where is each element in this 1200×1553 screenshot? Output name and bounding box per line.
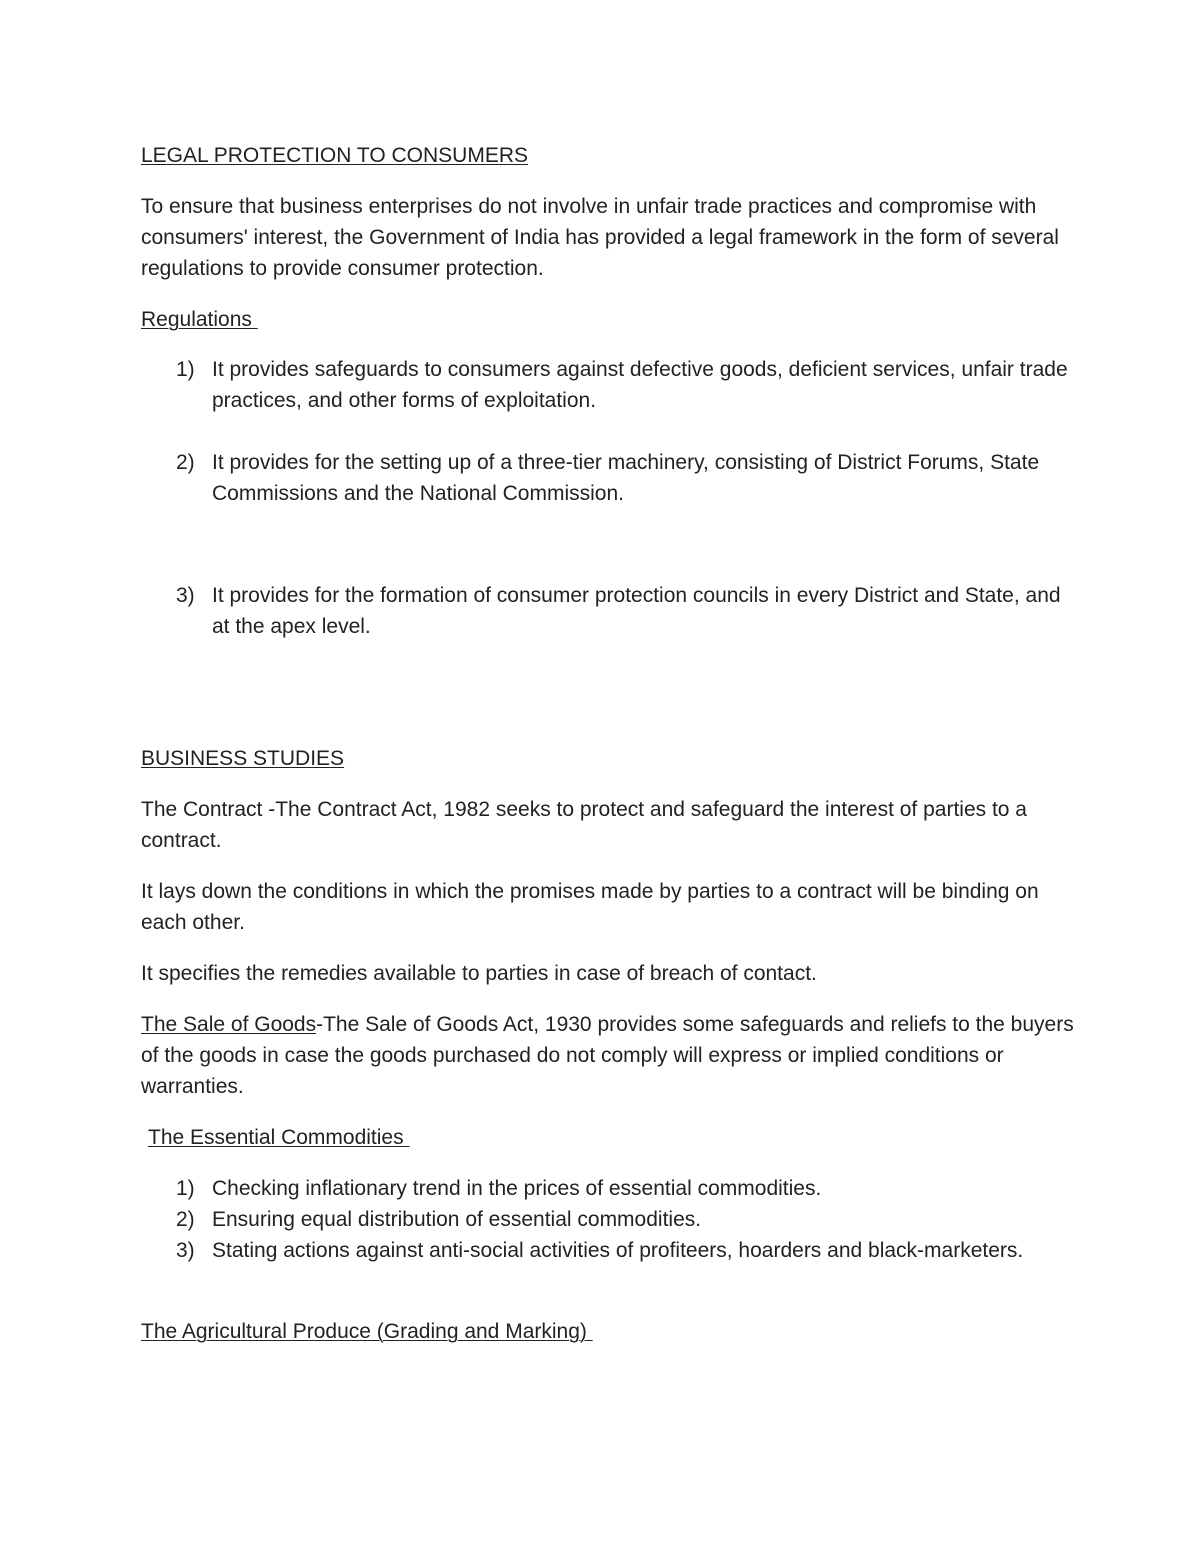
remedies-paragraph: It specifies the remedies available to parties in case of breach of contact. xyxy=(141,962,817,985)
heading-essential-commodities: The Essential Commodities xyxy=(148,1126,410,1149)
regulation-item-3 xyxy=(176,580,1076,642)
list-text: Ensuring equal distribution of essential commodities. xyxy=(212,1208,702,1231)
sale-of-goods-paragraph xyxy=(141,1009,1081,1102)
heading-regulations: Regulations xyxy=(141,308,258,331)
list-text: It provides safeguards to consumers against defective goods, deficient services, unfair trade practices, and other forms of exploitation. xyxy=(212,358,1068,412)
list-text: Stating actions against anti-social activities of profiteers, hoarders and black-marketers. xyxy=(212,1239,1024,1262)
conditions-paragraph: It lays down the conditions in which the promises made by parties to a contract will be binding on each other. xyxy=(141,880,1039,934)
contract-paragraph: The Contract -The Contract Act, 1982 seeks to protect and safeguard the interest of parties to a contract. xyxy=(141,798,1027,852)
heading-agricultural-produce: The Agricultural Produce (Grading and Marking) xyxy=(141,1320,593,1343)
list-text: Checking inflationary trend in the prices of essential commodities. xyxy=(212,1177,822,1200)
list-number: 3) xyxy=(176,584,195,607)
essential-item-2 xyxy=(176,1204,1076,1235)
list-text: It provides for the setting up of a three-tier machinery, consisting of District Forums, State Commissions and the National Commission. xyxy=(212,451,1040,505)
heading-legal-protection: LEGAL PROTECTION TO CONSUMERS xyxy=(141,144,529,167)
sale-of-goods-title: The Sale of Goods xyxy=(141,1013,317,1036)
essential-item-3 xyxy=(176,1235,1076,1266)
intro-paragraph: To ensure that business enterprises do not involve in unfair trade practices and compromise with consumers' interest, the Government of India has provided a legal framework in the form of several regulations to provide consumer protection. xyxy=(141,195,1059,280)
regulation-item-1 xyxy=(176,354,1076,416)
list-number: 1) xyxy=(176,1177,195,1200)
list-number: 2) xyxy=(176,451,195,474)
list-text: It provides for the formation of consumer protection councils in every District and State, and at the apex level. xyxy=(212,584,1061,638)
heading-business-studies: BUSINESS STUDIES xyxy=(141,747,345,770)
essential-item-1 xyxy=(176,1173,1076,1204)
sale-of-goods-text: -The Sale of Goods Act, 1930 provides some safeguards and reliefs to the buyers of the goods in case the goods purchased do not comply will express or implied conditions or warranties. xyxy=(141,1013,1074,1098)
list-number: 3) xyxy=(176,1239,195,1262)
regulation-item-2 xyxy=(176,447,1076,509)
list-number: 1) xyxy=(176,358,195,381)
list-number: 2) xyxy=(176,1208,195,1231)
